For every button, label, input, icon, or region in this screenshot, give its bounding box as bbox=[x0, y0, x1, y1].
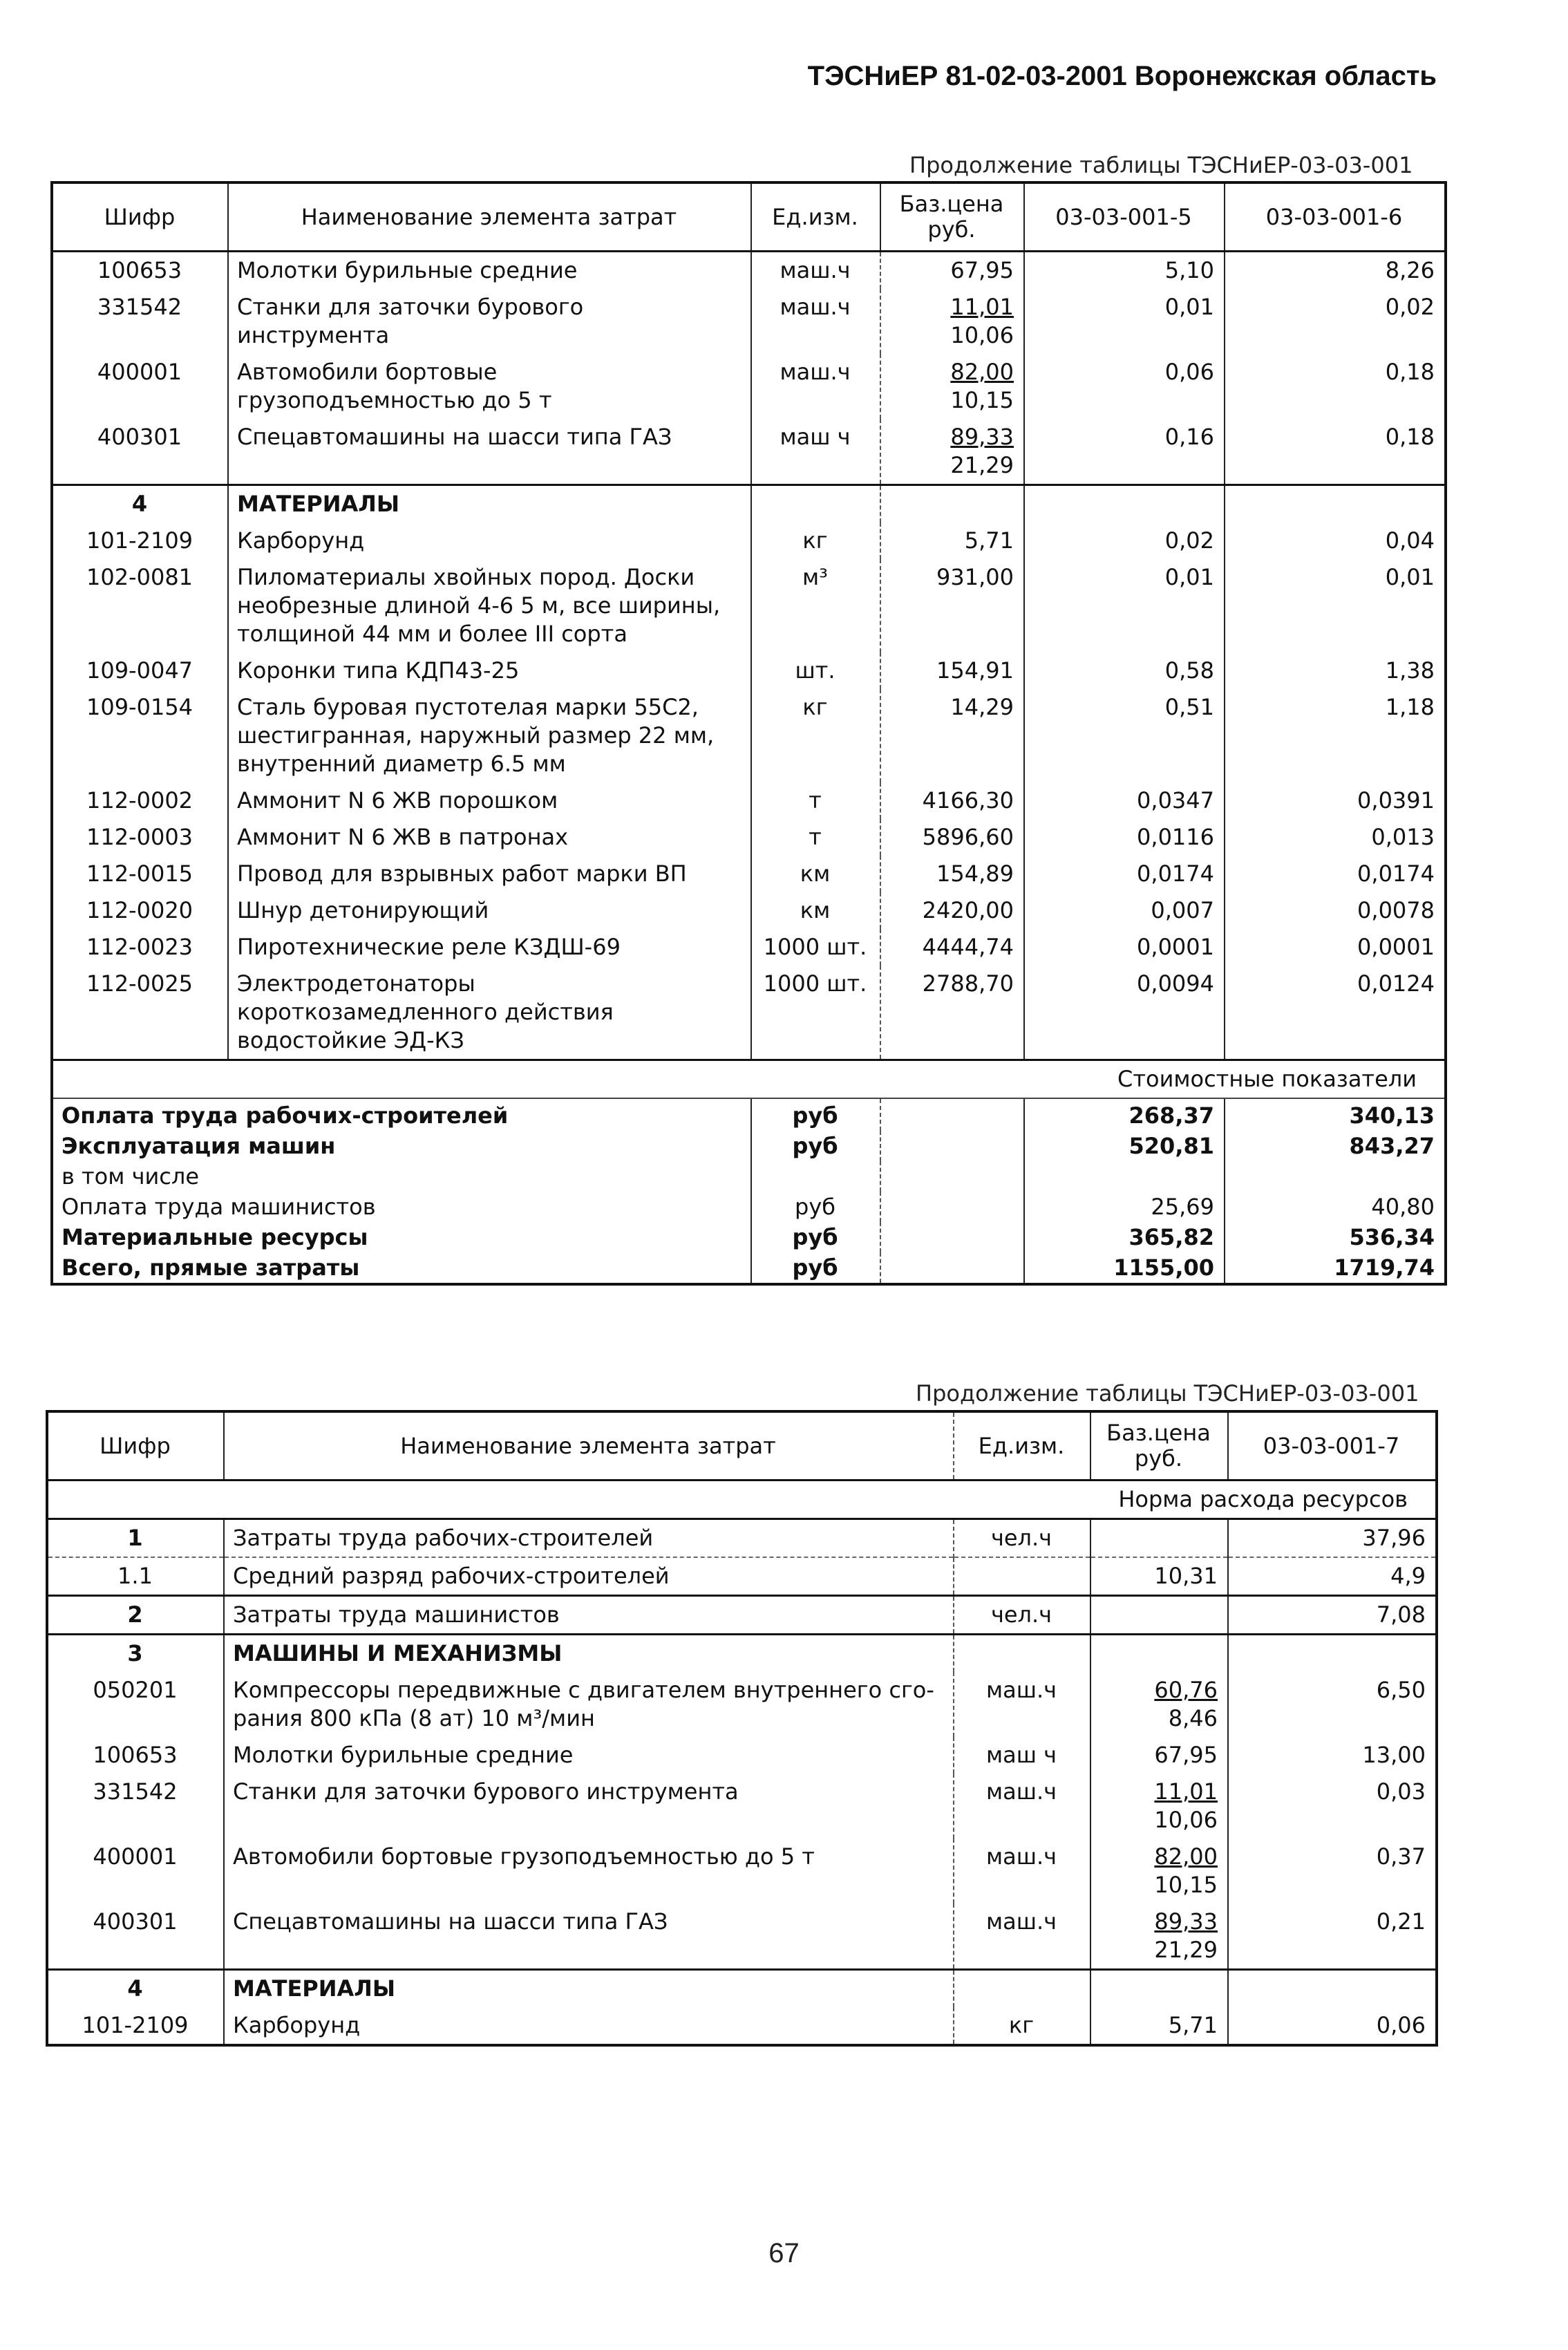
code-cell: 400001 bbox=[97, 359, 182, 385]
code-cell: 4 bbox=[47, 1970, 224, 2008]
section-number: 4 bbox=[52, 485, 228, 523]
cost-section-title: Стоимостные показатели bbox=[52, 1060, 1446, 1099]
section-title: МАТЕРИАЛЫ bbox=[228, 485, 751, 523]
table-row bbox=[52, 1161, 1446, 1192]
code-cell: 112-0003 bbox=[86, 824, 193, 850]
code-cell: 109-0047 bbox=[86, 657, 193, 684]
name-cell: Аммонит N 6 ЖВ в патронах bbox=[228, 819, 751, 856]
norm-section-title: Норма расхода ресурсов bbox=[47, 1480, 1437, 1519]
base-price: 154,91 bbox=[936, 657, 1014, 684]
name-cell: Станки для заточки бурового инструмента bbox=[224, 1774, 954, 1839]
name-cell: Карборунд bbox=[228, 523, 751, 559]
name-cell: Станки для заточки бурового инструмента bbox=[228, 289, 751, 354]
code-cell: 400301 bbox=[93, 1908, 178, 1935]
code-cell: 100653 bbox=[93, 1742, 178, 1768]
code-cell: 101-2109 bbox=[86, 527, 193, 554]
unit-cell: маш ч bbox=[751, 419, 880, 485]
table-row bbox=[47, 1839, 1437, 1904]
unit-cell: маш.ч bbox=[954, 1774, 1090, 1839]
code-cell: 112-0020 bbox=[86, 897, 193, 923]
table-row bbox=[52, 419, 1446, 485]
col-header-name: Наименование элемента затрат bbox=[228, 182, 751, 252]
norm-header-row bbox=[47, 1480, 1437, 1519]
table-row bbox=[52, 689, 1446, 782]
cost-empty bbox=[880, 1252, 1024, 1284]
unit-cell: м³ bbox=[751, 559, 880, 652]
col-header-name: Наименование элемента затрат bbox=[224, 1411, 954, 1480]
base-price: 60,76 bbox=[1154, 1677, 1218, 1703]
value-cell-7: 0,06 bbox=[1228, 2007, 1437, 2045]
name-cell: Спецавтомашины на шасси типа ГАЗ bbox=[224, 1904, 954, 1970]
base-price: 5896,60 bbox=[922, 824, 1014, 850]
code-cell: 331542 bbox=[93, 1778, 178, 1805]
price-cell bbox=[880, 819, 1024, 856]
unit-cell: чел.ч bbox=[954, 1596, 1090, 1635]
code-cell: 1 bbox=[127, 1525, 143, 1551]
code-cell: 1.1 bbox=[47, 1557, 224, 1596]
code-cell: 109-0154 bbox=[86, 694, 193, 720]
value-cell-7: 7,08 bbox=[1228, 1596, 1437, 1635]
price-cell bbox=[880, 929, 1024, 966]
table-row bbox=[52, 289, 1446, 354]
table2-caption: Продолжение таблицы ТЭСНиЕР-03-03-001 bbox=[916, 1380, 1419, 1407]
name-cell: Компрессоры передвижные с двигателем внутреннего сго-рания 800 кПа (8 ат) 10 м³/мин bbox=[224, 1672, 954, 1737]
price-cell bbox=[1090, 1904, 1228, 1970]
col-header-price: Баз.цена руб. bbox=[880, 182, 1024, 252]
name-cell: Провод для взрывных работ марки ВП bbox=[228, 856, 751, 892]
table-row bbox=[52, 1192, 1446, 1222]
name-cell: МАШИНЫ И МЕХАНИЗМЫ bbox=[224, 1635, 954, 1673]
cost-empty bbox=[880, 1098, 1024, 1131]
code-cell: 3 bbox=[47, 1635, 224, 1673]
table-row bbox=[47, 1672, 1437, 1737]
name-cell: Пиломатериалы хвойных пород. Доски необрезные длиной 4-6 5 м, все ширины, толщиной 44 мм и более III сорта bbox=[228, 559, 751, 652]
base-price: 89,33 bbox=[950, 424, 1014, 450]
table-row bbox=[47, 1596, 1437, 1635]
name-cell: Сталь буровая пустотелая марки 55С2, шестигранная, наружный размер 22 мм, внутренний диаметр 6.5 мм bbox=[228, 689, 751, 782]
table1-header-row bbox=[52, 182, 1446, 252]
base-price: 4166,30 bbox=[922, 787, 1014, 814]
value-cell-6: 0,02 bbox=[1225, 289, 1446, 354]
table-row bbox=[52, 856, 1446, 892]
cost-value-5: 520,81 bbox=[1024, 1131, 1225, 1161]
base-price: 4444,74 bbox=[922, 934, 1014, 960]
value-cell-7 bbox=[1228, 1970, 1437, 2008]
table-row bbox=[52, 819, 1446, 856]
unit-cell: маш.ч bbox=[954, 1672, 1090, 1737]
cost-value-5 bbox=[1024, 1161, 1225, 1192]
price-cell bbox=[880, 419, 1024, 485]
price-cell bbox=[880, 289, 1024, 354]
price-cell bbox=[1090, 1672, 1228, 1737]
col-header-unit: Ед.изм. bbox=[751, 182, 880, 252]
price-cell bbox=[1090, 1737, 1228, 1774]
table1-cost-rows bbox=[52, 1098, 1446, 1284]
cost-unit: руб bbox=[751, 1252, 880, 1284]
table-row bbox=[47, 1904, 1437, 1970]
base-price: 82,00 bbox=[1154, 1843, 1218, 1870]
resource-table-2 bbox=[46, 1410, 1438, 2047]
code-cell: 400301 bbox=[97, 424, 182, 450]
col-header-variant-6: 03-03-001-6 bbox=[1225, 182, 1446, 252]
table-row bbox=[52, 252, 1446, 290]
cost-value-6: 536,34 bbox=[1225, 1222, 1446, 1252]
price-cell bbox=[880, 523, 1024, 559]
value-cell-6: 0,0078 bbox=[1225, 892, 1446, 929]
cost-label: Оплата труда рабочих-строителей bbox=[52, 1098, 751, 1131]
value-cell-5: 0,51 bbox=[1024, 689, 1225, 782]
value-cell-6: 0,0391 bbox=[1225, 782, 1446, 819]
unit-cell bbox=[954, 1970, 1090, 2008]
cost-value-6 bbox=[1225, 1161, 1446, 1192]
name-cell: Автомобили бортовые грузоподъемностью до 5 т bbox=[224, 1839, 954, 1904]
unit-cell: 1000 шт. bbox=[751, 929, 880, 966]
table1-caption: Продолжение таблицы ТЭСНиЕР-03-03-001 bbox=[909, 152, 1413, 178]
cost-label: Оплата труда машинистов bbox=[62, 1194, 376, 1220]
price-cell bbox=[880, 892, 1024, 929]
unit-cell: маш.ч bbox=[751, 252, 880, 290]
table-row bbox=[47, 2007, 1437, 2045]
code-cell: 400001 bbox=[93, 1843, 178, 1870]
price-cell bbox=[880, 966, 1024, 1060]
cost-header-row bbox=[52, 1060, 1446, 1099]
value-cell-7: 0,03 bbox=[1228, 1774, 1437, 1839]
table-row bbox=[52, 354, 1446, 419]
value-cell-5: 0,06 bbox=[1024, 354, 1225, 419]
name-cell: Шнур детонирующий bbox=[228, 892, 751, 929]
base-price: 931,00 bbox=[936, 564, 1014, 590]
cost-unit: руб bbox=[751, 1222, 880, 1252]
value-cell-7: 37,96 bbox=[1228, 1519, 1437, 1558]
value-cell-5: 0,0116 bbox=[1024, 819, 1225, 856]
machinist-wage-price: 21,29 bbox=[1154, 1937, 1218, 1963]
value-cell-5: 0,007 bbox=[1024, 892, 1225, 929]
unit-cell: т bbox=[751, 819, 880, 856]
table-row bbox=[52, 1222, 1446, 1252]
price-cell bbox=[1090, 1596, 1228, 1635]
table2-header-row bbox=[47, 1411, 1437, 1480]
table-row bbox=[52, 652, 1446, 689]
name-cell: Аммонит N 6 ЖВ порошком bbox=[228, 782, 751, 819]
cost-empty bbox=[880, 1192, 1024, 1222]
code-cell: 101-2109 bbox=[82, 2012, 189, 2038]
base-price: 2788,70 bbox=[922, 970, 1014, 997]
cost-value-6: 340,13 bbox=[1225, 1098, 1446, 1131]
price-cell bbox=[880, 559, 1024, 652]
page-header-title: ТЭСНиЕР 81-02-03-2001 Воронежская область bbox=[807, 61, 1437, 91]
table-row bbox=[52, 559, 1446, 652]
table-row bbox=[52, 1098, 1446, 1131]
cost-value-6: 843,27 bbox=[1225, 1131, 1446, 1161]
col-header-variant-5: 03-03-001-5 bbox=[1024, 182, 1225, 252]
table-row bbox=[47, 1774, 1437, 1839]
base-price: 82,00 bbox=[950, 359, 1014, 385]
unit-cell: чел.ч bbox=[954, 1519, 1090, 1558]
value-cell-6: 1,18 bbox=[1225, 689, 1446, 782]
code-cell: 050201 bbox=[93, 1677, 178, 1703]
table-row bbox=[52, 929, 1446, 966]
value-cell-7: 13,00 bbox=[1228, 1737, 1437, 1774]
machinist-wage-price: 10,06 bbox=[950, 322, 1014, 348]
unit-cell bbox=[954, 1635, 1090, 1673]
cost-label: Эксплуатация машин bbox=[62, 1133, 336, 1159]
price-cell bbox=[880, 252, 1024, 290]
base-price: 89,33 bbox=[1154, 1908, 1218, 1935]
unit-cell: шт. bbox=[751, 652, 880, 689]
code-cell: 100653 bbox=[97, 257, 182, 283]
cost-unit: руб bbox=[751, 1131, 880, 1161]
value-cell-5: 0,02 bbox=[1024, 523, 1225, 559]
price-cell bbox=[1090, 2007, 1228, 2045]
table-row bbox=[52, 1131, 1446, 1161]
value-cell-7: 0,21 bbox=[1228, 1904, 1437, 1970]
value-cell-5: 0,01 bbox=[1024, 559, 1225, 652]
value-cell-5: 0,16 bbox=[1024, 419, 1225, 485]
name-cell: Молотки бурильные средние bbox=[224, 1737, 954, 1774]
code-cell: 112-0015 bbox=[86, 861, 193, 887]
value-cell-5: 5,10 bbox=[1024, 252, 1225, 290]
value-cell-7: 0,37 bbox=[1228, 1839, 1437, 1904]
code-cell: 2 bbox=[47, 1596, 224, 1635]
value-cell-7 bbox=[1228, 1635, 1437, 1673]
unit-cell: 1000 шт. bbox=[751, 966, 880, 1060]
price-cell bbox=[1090, 1519, 1228, 1558]
col-header-variant-7: 03-03-001-7 bbox=[1228, 1411, 1437, 1480]
price-cell bbox=[1090, 1774, 1228, 1839]
table-row bbox=[47, 1635, 1437, 1673]
value-cell-6: 1,38 bbox=[1225, 652, 1446, 689]
base-price: 5,71 bbox=[1168, 2012, 1218, 2038]
code-cell: 102-0081 bbox=[86, 564, 193, 590]
table-row bbox=[47, 1970, 1437, 2008]
unit-cell: кг bbox=[751, 689, 880, 782]
unit-cell: маш.ч bbox=[954, 1839, 1090, 1904]
cost-empty bbox=[880, 1161, 1024, 1192]
col-header-unit: Ед.изм. bbox=[954, 1411, 1090, 1480]
unit-cell: кг bbox=[954, 2007, 1090, 2045]
cost-value-6: 40,80 bbox=[1225, 1192, 1446, 1222]
name-cell: Средний разряд рабочих-строителей bbox=[224, 1557, 954, 1596]
page-number: 67 bbox=[768, 2238, 800, 2268]
price-cell bbox=[880, 856, 1024, 892]
table-row bbox=[52, 892, 1446, 929]
name-cell: Спецавтомашины на шасси типа ГАЗ bbox=[228, 419, 751, 485]
cost-label: Всего, прямые затраты bbox=[62, 1254, 360, 1281]
unit-cell: маш.ч bbox=[751, 354, 880, 419]
name-cell: Пиротехнические реле КЗДШ-69 bbox=[228, 929, 751, 966]
value-cell-6: 8,26 bbox=[1225, 252, 1446, 290]
value-cell-6: 0,01 bbox=[1225, 559, 1446, 652]
table-row bbox=[52, 966, 1446, 1060]
value-cell-5: 0,0347 bbox=[1024, 782, 1225, 819]
price-cell bbox=[880, 354, 1024, 419]
unit-cell: т bbox=[751, 782, 880, 819]
value-cell-6: 0,18 bbox=[1225, 419, 1446, 485]
base-price: 11,01 bbox=[1154, 1778, 1218, 1805]
cost-value-5: 365,82 bbox=[1024, 1222, 1225, 1252]
table-row bbox=[47, 1519, 1437, 1558]
value-cell-6: 0,0124 bbox=[1225, 966, 1446, 1060]
machinist-wage-price: 10,15 bbox=[1154, 1872, 1218, 1898]
cost-unit: руб bbox=[751, 1098, 880, 1131]
table2-rows bbox=[47, 1519, 1437, 2046]
cost-label: в том числе bbox=[62, 1163, 199, 1190]
price-cell bbox=[880, 782, 1024, 819]
value-cell-6: 0,013 bbox=[1225, 819, 1446, 856]
value-cell-6: 0,18 bbox=[1225, 354, 1446, 419]
price-cell bbox=[1090, 1839, 1228, 1904]
cost-value-5: 268,37 bbox=[1024, 1098, 1225, 1131]
value-cell-6: 0,0174 bbox=[1225, 856, 1446, 892]
unit-cell: маш.ч bbox=[954, 1904, 1090, 1970]
name-cell: Затраты труда машинистов bbox=[224, 1596, 954, 1635]
table-row bbox=[52, 1252, 1446, 1284]
unit-cell: кг bbox=[751, 523, 880, 559]
machinist-wage-price: 10,15 bbox=[950, 387, 1014, 413]
base-price: 10,31 bbox=[1154, 1563, 1218, 1589]
base-price: 67,95 bbox=[1154, 1742, 1218, 1768]
table-row bbox=[47, 1557, 1437, 1596]
cost-value-5: 25,69 bbox=[1024, 1192, 1225, 1222]
value-cell-7: 6,50 bbox=[1228, 1672, 1437, 1737]
machinist-wage-price: 21,29 bbox=[950, 452, 1014, 478]
price-cell bbox=[880, 652, 1024, 689]
col-header-code: Шифр bbox=[47, 1411, 224, 1480]
code-cell: 112-0025 bbox=[86, 970, 193, 997]
name-cell: Карборунд bbox=[224, 2007, 954, 2045]
machinist-wage-price: 10,06 bbox=[1154, 1807, 1218, 1833]
cost-empty bbox=[880, 1222, 1024, 1252]
name-cell: Автомобили бортовые грузоподъемностью до 5 т bbox=[228, 354, 751, 419]
unit-cell: км bbox=[751, 892, 880, 929]
machinist-wage-price: 8,46 bbox=[1168, 1705, 1218, 1731]
value-cell-6: 0,0001 bbox=[1225, 929, 1446, 966]
table-row bbox=[52, 523, 1446, 559]
price-cell bbox=[1090, 1557, 1228, 1596]
unit-cell: км bbox=[751, 856, 880, 892]
value-cell-5: 0,01 bbox=[1024, 289, 1225, 354]
base-price: 67,95 bbox=[950, 257, 1014, 283]
cost-unit bbox=[751, 1161, 880, 1192]
base-price: 11,01 bbox=[950, 294, 1014, 320]
unit-cell: маш ч bbox=[954, 1737, 1090, 1774]
value-cell-6: 0,04 bbox=[1225, 523, 1446, 559]
col-header-price: Баз.цена руб. bbox=[1090, 1411, 1228, 1480]
code-cell: 331542 bbox=[97, 294, 182, 320]
table1-machine-rows bbox=[52, 252, 1446, 485]
cost-empty bbox=[880, 1131, 1024, 1161]
name-cell: Коронки типа КДП43-25 bbox=[228, 652, 751, 689]
base-price: 2420,00 bbox=[922, 897, 1014, 923]
value-cell-5: 0,0174 bbox=[1024, 856, 1225, 892]
table-row bbox=[52, 782, 1446, 819]
value-cell-5: 0,0001 bbox=[1024, 929, 1225, 966]
price-cell bbox=[880, 689, 1024, 782]
unit-cell: маш.ч bbox=[751, 289, 880, 354]
value-cell-5: 0,58 bbox=[1024, 652, 1225, 689]
cost-unit: руб bbox=[751, 1192, 880, 1222]
value-cell-5: 0,0094 bbox=[1024, 966, 1225, 1060]
code-cell: 112-0023 bbox=[86, 934, 193, 960]
table-row bbox=[47, 1737, 1437, 1774]
resource-table-1 bbox=[50, 181, 1447, 1286]
base-price: 154,89 bbox=[936, 861, 1014, 887]
cost-label: Материальные ресурсы bbox=[62, 1224, 368, 1250]
price-cell bbox=[1090, 1970, 1228, 2008]
base-price: 14,29 bbox=[950, 694, 1014, 720]
code-cell: 112-0002 bbox=[86, 787, 193, 814]
name-cell: МАТЕРИАЛЫ bbox=[224, 1970, 954, 2008]
section-row bbox=[52, 485, 1446, 523]
table1-material-rows bbox=[52, 523, 1446, 1060]
cost-value-5: 1155,00 bbox=[1024, 1252, 1225, 1284]
name-cell: Затраты труда рабочих-строителей bbox=[224, 1519, 954, 1558]
price-cell bbox=[1090, 1635, 1228, 1673]
cost-value-6: 1719,74 bbox=[1225, 1252, 1446, 1284]
unit-cell bbox=[954, 1557, 1090, 1596]
value-cell-7: 4,9 bbox=[1228, 1557, 1437, 1596]
name-cell: Электродетонаторы короткозамедленного действия водостойкие ЭД-КЗ bbox=[228, 966, 751, 1060]
col-header-code: Шифр bbox=[52, 182, 228, 252]
name-cell: Молотки бурильные средние bbox=[228, 252, 751, 290]
base-price: 5,71 bbox=[964, 527, 1014, 554]
